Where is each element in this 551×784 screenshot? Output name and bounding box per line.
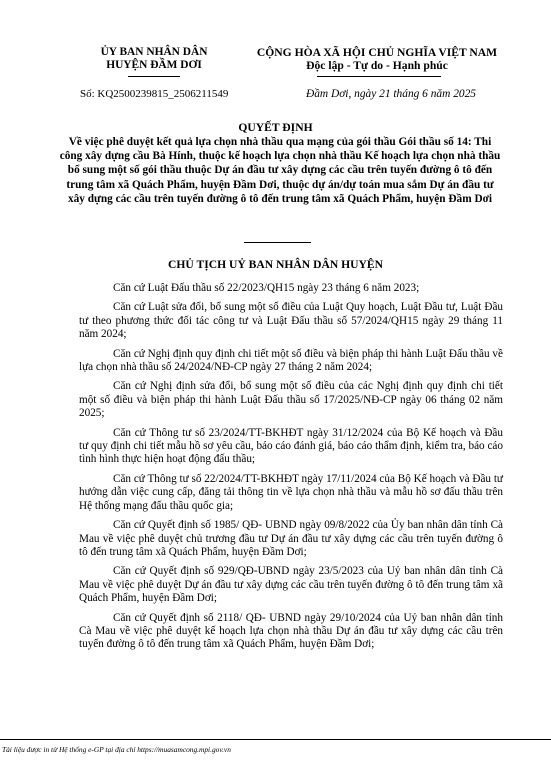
legal-basis-paragraph: Căn cứ Luật Đấu thầu số 22/2023/QH15 ngày 23 tháng 6 năm 2023;	[113, 282, 420, 294]
national-motto: Độc lập - Tự do - Hạnh phúc	[306, 59, 448, 72]
legal-basis-paragraph: Căn cứ Nghị định quy định chi tiết một số điều và biện pháp thi hành Luật Đấu thầu về lựa chọn nhà thầu số 24/2024/NĐ-CP ngày 27 tháng 2 năm 2024;	[79, 347, 503, 374]
footer-divider	[0, 739, 551, 740]
issuer-title: CHỦ TỊCH UỶ BAN NHÂN DÂN HUYỆN	[168, 258, 383, 271]
subject-underline	[244, 242, 311, 243]
legal-basis-paragraph: Căn cứ Thông tư số 23/2024/TT-BKHĐT ngày 31/12/2024 của Bộ Kế hoạch và Đầu tư quy định chi tiết mẫu hồ sơ yêu cầu, báo cáo đánh giá, báo cáo thẩm định, kiểm tra, báo cáo tình hình thực hiện hoạt động đấu thầu;	[79, 426, 503, 466]
legal-basis-paragraph: Căn cứ Thông tư số 22/2024/TT-BKHĐT ngày 17/11/2024 của Bộ Kế hoạch và Đầu tư hướng dẫn việc cung cấp, đăng tải thông tin về lựa chọn nhà thầu và mẫu hồ sơ đấu thầu trên Hệ thống mạng đấu thầu quốc gia;	[79, 472, 503, 512]
legal-basis-paragraph: Căn cứ Quyết định số 1985/ QĐ- UBND ngày 09/8/2022 của Ủy ban nhân dân tỉnh Cà Mau về việc phê duyệt chủ trương đầu tư Dự án đầu tư xây dựng các cầu trên tuyến đường ô tô đến trung tâm xã Quách Phẩm, huyện Đầm Dơi;	[79, 519, 503, 558]
legal-basis-paragraph: Căn cứ Nghị định sửa đổi, bổ sung một số điều của các Nghị định quy định chi tiết một số điều và biện pháp thi hành Luật Đấu thầu số 17/2025/NĐ-CP ngày 06 tháng 02 năm 2025;	[79, 380, 503, 420]
country-name: CỘNG HÒA XÃ HỘI CHỦ NGHĨA VIỆT NAM	[256, 46, 498, 59]
legal-basis-paragraph: Căn cứ Quyết định số 929/QĐ-UBND ngày 23/5/2023 của Uỷ ban nhân dân tỉnh Cà Mau về việc phê duyệt Dự án đầu tư xây dựng các cầu trên tuyến đường ô tô đến trung tâm xã Quách Phẩm, huyện Đầm Dơi;	[79, 565, 503, 605]
document-body	[79, 282, 503, 658]
document-title: QUYẾT ĐỊNH	[238, 121, 313, 134]
footer-note: Tài liệu được in từ Hệ thống e-GP tại địa chỉ https://muasamcong.mpi.gov.vn	[2, 745, 231, 754]
document-subject: Về việc phê duyệt kết quả lựa chọn nhà thầu qua mạng của gói thầu Gói thầu số 14: Thi công xây dựng cầu Bà Hính, thuộc kế hoạch lựa chọn nhà thầu Kế hoạch lựa chọn nhà thầu bổ sung một số gói thầu thuộc Dự án đầu tư xây dựng các cầu trên tuyến đường ô tô đến trung tâm xã Quách Phẩm, huyện Đầm Dơi, thuộc dự án/dự toán mua sắm Dự án đầu tư xây dựng các cầu trên tuyến đường ô tô đến trung tâm xã Quách Phẩm, huyện Đầm Dơi	[59, 136, 501, 205]
legal-basis-paragraph: Căn cứ Luật sửa đổi, bổ sung một số điều của Luật Quy hoạch, Luật Đầu tư, Luật Đầu tư theo phương thức đối tác công tư và Luật Đấu thầu số 57/2024/QH15 ngày 29 tháng 11 năm 2024;	[79, 301, 503, 341]
agency-district: HUYỆN ĐẦM DƠI	[106, 59, 202, 71]
agency-underline	[128, 76, 180, 77]
issuing-agency	[74, 46, 234, 72]
agency-name: ỦY BAN NHÂN DÂN	[100, 46, 208, 58]
legal-basis-paragraph: Căn cứ Quyết định số 2118/ QĐ- UBND ngày 29/10/2024 của Uỷ ban nhân dân tỉnh Cà Mau về việc phê duyệt kế hoạch lựa chọn nhà thầu Dự án đầu tư xây dựng các cầu trên tuyến đường ô tô đến trung tâm xã Quách Phẩm, huyện Đầm Dơi;	[79, 611, 503, 651]
document-number: Số: KQ2500239815_2506211549	[80, 88, 229, 100]
national-header	[246, 46, 508, 72]
motto-underline	[317, 76, 441, 77]
document-date: Đầm Dơi, ngày 21 tháng 6 năm 2025	[306, 88, 476, 100]
